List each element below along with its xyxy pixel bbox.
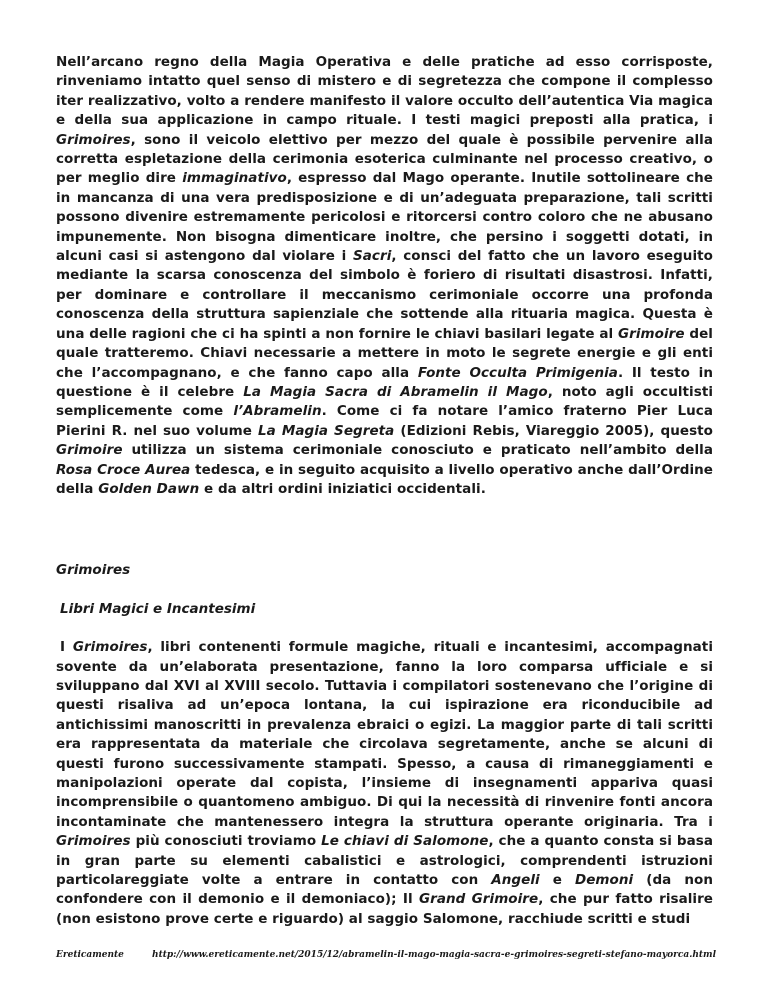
text-run: , che pur fatto risalire (non esistono prove certe e riguardo) al saggio Salomone, racchiude scritti e studi — [56, 891, 714, 927]
page-footer — [56, 950, 716, 960]
italic-text-run: Grand Grimoire — [418, 891, 539, 908]
text-run: del quale tratteremo. Chiavi necessarie a mettere in moto le segrete energie e gli enti che l’accompagnano, e che fanno capo alla — [56, 325, 713, 381]
body-paragraph — [56, 638, 713, 929]
footer-site-name: Ereticamente — [56, 950, 124, 960]
text-run: . Il testo in questione è il celebre — [56, 364, 713, 400]
footer-source-url: http://www.ereticamente.net/2015/12/abramelin-il-mago-magia-sacra-e-grimoires-segreti-stefano-mayorca.html — [152, 950, 716, 960]
text-run: più conosciuti troviamo — [130, 833, 322, 850]
italic-text-run: immaginativo — [182, 170, 287, 187]
text-run: tedesca, e in seguito acquisito a livello operativo anche dall’Ordine della — [56, 461, 714, 497]
italic-text-run: Grimoire — [618, 325, 685, 342]
italic-text-run: Golden Dawn — [98, 480, 200, 497]
italic-text-run: Le chiavi di Salomone — [321, 833, 489, 850]
italic-text-run: Sacri — [353, 248, 392, 265]
text-run: , consci del fatto che un lavoro eseguito mediante la scarsa conoscenza del simbolo è foriero di risultati disastrosi. Infatti, per dominare e controllare il meccanismo cerimoniale occorre una profonda conoscenza della struttura sapienziale che sottende alla rituaria magica. Questa è una delle ragioni che ci ha spinti a non fornire le chiavi basilari legate al — [56, 248, 713, 342]
italic-text-run: Grimoires — [56, 833, 131, 850]
text-run: , sono il veicolo elettivo per mezzo del quale è possibile pervenire alla corretta espletazione della cerimonia esoterica culminante nel processo creativo, o per meglio dire — [56, 131, 713, 187]
italic-text-run: Grimoires — [56, 131, 131, 148]
italic-text-run: Grimoire — [56, 442, 123, 459]
italic-text-run: Rosa Croce Aurea — [56, 461, 191, 478]
text-run: e da altri ordini iniziatici occidentali. — [199, 480, 486, 497]
text-run: Nell’arcano regno della Magia Operativa e delle pratiche ad esso corrisposte, rinveniamo intatto quel senso di mistero e di segretezza che compone il complesso iter realizzativo, volto a rendere manifesto il valore occulto dell’autentica Via magica e della sua applicazione in campo rituale. I testi magici preposti alla pratica, i — [56, 54, 713, 129]
section-subheading: Libri Magici e Incantesimi — [60, 600, 256, 617]
italic-text-run: l’Abramelin — [233, 403, 322, 420]
text-run: , noto agli occultisti semplicemente come — [56, 383, 713, 420]
section-heading: Grimoires — [56, 562, 131, 579]
text-run: , che a quanto consta si basa in gran parte su elementi cabalistici e astrologici, comprendenti istruzioni particolareggiate volte a entrare in contatto con — [56, 833, 713, 889]
italic-text-run: La Magia Segreta — [258, 422, 395, 439]
italic-text-run: La Magia Sacra di Abramelin il Mago — [243, 383, 548, 400]
italic-text-run: Grimoires — [72, 639, 148, 656]
text-run: (da non confondere con il demonio e il demoniaco); Il — [56, 872, 713, 908]
italic-text-run: Demoni — [574, 872, 634, 889]
italic-text-run: Angeli — [491, 872, 540, 889]
text-run: utilizza un sistema cerimoniale conosciuto e praticato nell’ambito della — [122, 442, 713, 459]
text-run: (Edizioni Rebis, Viareggio 2005), questo — [394, 422, 713, 439]
text-run: , espresso dal Mago operante. Inutile sottolineare che in mancanza di una vera predisposizione e di un’adeguata preparazione, tali scritti possono divenire estremamente pericolosi e ritorcersi contro coloro che ne abusano impunemente. Non bisogna dimenticare inoltre, che persino i soggetti dotati, in alcuni casi si astengono dal violare i — [56, 170, 713, 265]
text-run: , libri contenenti formule magiche, rituali e incantesimi, accompagnati sovente da un’elaborata presentazione, fanno la loro comparsa ufficiale e si sviluppano dal XVI al XVIII secolo. Tuttavia i compilatori sostenevano che l’origine di questi risaliva ad un’epoca lontana, la cui ispirazione era riconducibile ad antichissimi manoscritti in prevalenza ebraici o egizi. La maggior parte di tali scritti era rappresentata da materiale che circolava segretamente, anche se alcuni di questi furono successivamente stampati. Spesso, a causa di rimaneggiamenti e manipolazioni operate dal copista, l’insieme di insegnamenti appariva quasi incomprensibile o quantomeno ambiguo. Di qui la necessità di rinvenire fonti ancora incontaminate che mantenessero integra la struttura operante originaria. Tra i — [56, 639, 713, 830]
text-run: I — [60, 639, 73, 656]
italic-text-run: Fonte Occulta Primigenia — [417, 364, 618, 381]
body-paragraph — [56, 53, 713, 499]
text-run: . Come ci fa notare l’amico fraterno Pier Luca Pierini R. nel suo volume — [56, 403, 713, 439]
text-run: e — [539, 872, 575, 889]
